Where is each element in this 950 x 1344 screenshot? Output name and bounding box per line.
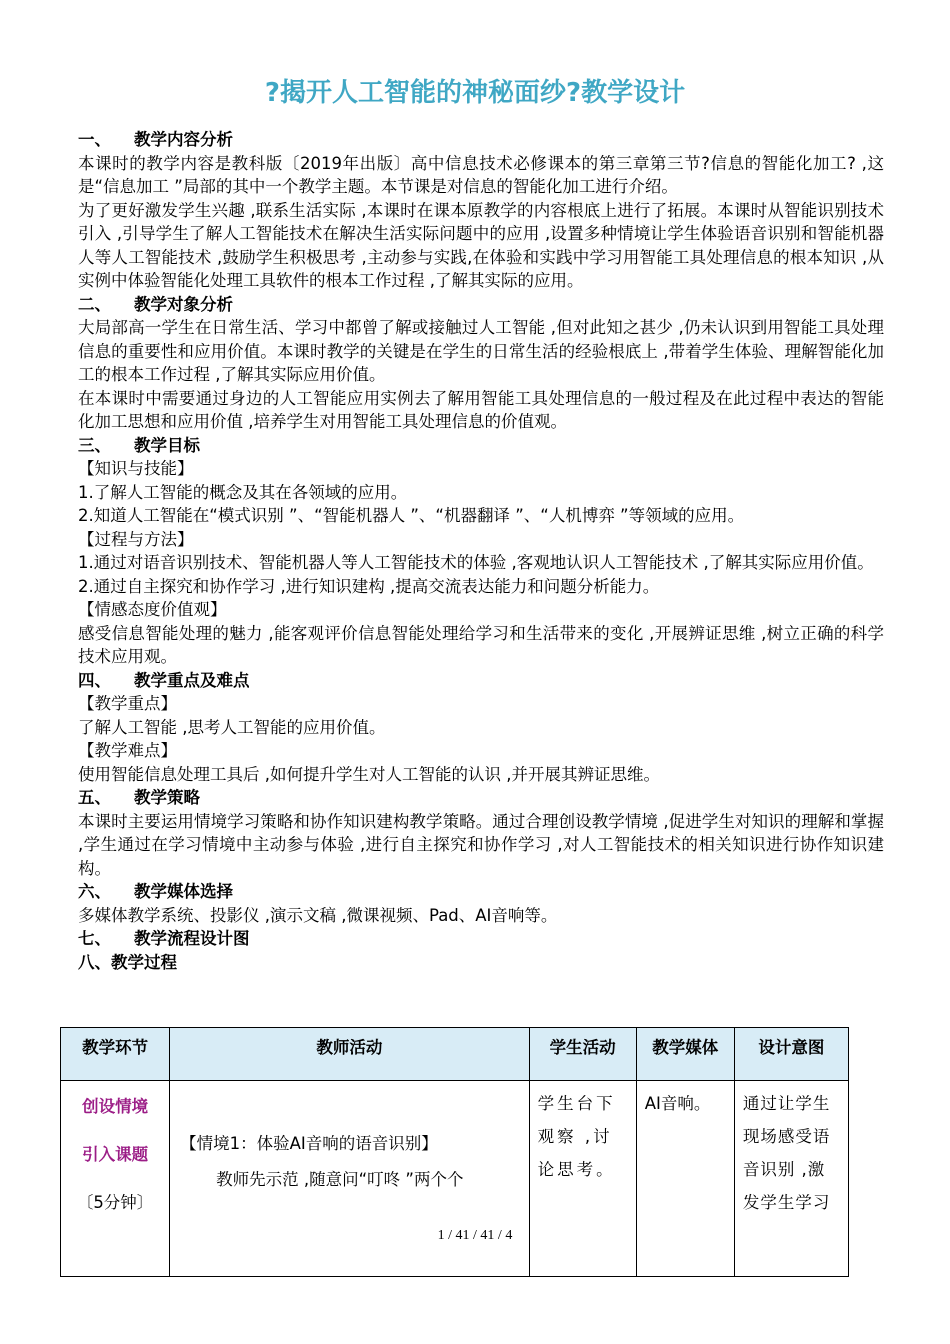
paragraph: 在本课时中需要通过身边的人工智能应用实例去了解用智能工具处理信息的一般过程及在此过程中表达的智能化加工思想和应用价值 ,培养学生对用智能工具处理信息的价值观。 — [78, 388, 884, 431]
section-heading — [78, 293, 884, 317]
teacher-activity-cell — [170, 1081, 529, 1277]
student-activity-cell: 学生台下观察 ,讨论思考。 — [529, 1081, 636, 1277]
paragraph: 多媒体教学系统、投影仪 ,演示文稿 ,微课视频、Pad、AI音响等。 — [78, 905, 558, 925]
paragraph: 了解人工智能 ,思考人工智能的应用价值。 — [78, 717, 386, 737]
section-title: 教学目标 — [134, 435, 200, 455]
stage-line-2: 引入课题 — [82, 1145, 149, 1164]
section-number: 五、 — [78, 788, 111, 807]
page-footer: 1 / 41 / 41 / 4 — [437, 1228, 513, 1243]
table-header-row — [61, 1028, 849, 1081]
paragraph: 1.通过对语音识别技术、智能机器人等人工智能技术的体验 ,客观地认识人工智能技术 ,了解其实际应用价值。 — [78, 553, 874, 572]
design-intent-cell: 通过让学生现场感受语音识别 ,激发学生学习 — [734, 1081, 848, 1277]
section-number: 七、 — [78, 929, 111, 948]
section-title: 教学媒体选择 — [134, 882, 233, 901]
stage-duration: 〔5分钟〕 — [76, 1193, 154, 1212]
header-stage: 教学环节 — [61, 1028, 170, 1081]
paragraph: 为了更好激发学生兴趣 ,联系生活实际 ,本课时在课本原教学的内容根底上进行了拓展。本课时从智能识别技术引入 ,引导学生了解人工智能技术在解决生活实际问题中的应用 ,设置多种情境让学生体验语音识别和智能机器人等人工智能技术 ,鼓励学生积极思考 ,主动参与实践,在体验和实践中学习用智能工具处理信息的根本知识 ,从实例中体验智能化处理工具软件的根本工作过程 ,了解其实际的应用。 — [78, 200, 884, 290]
section-heading — [78, 880, 884, 904]
media-cell: AI音响。 — [636, 1081, 734, 1277]
section-heading — [78, 434, 884, 458]
paragraph: 【情感态度价值观】 — [78, 600, 227, 619]
paragraph: 感受信息智能处理的魅力 ,能客观评价信息智能处理给学习和生活带来的变化 ,开展辨证思维 ,树立正确的科学技术应用观。 — [78, 623, 884, 666]
section-title: 教学重点及难点 — [134, 670, 250, 690]
section-heading: 八、教学过程 — [78, 952, 177, 972]
table-row — [61, 1081, 849, 1277]
section-heading — [78, 927, 884, 951]
section-number: 一、 — [78, 130, 111, 149]
document-body — [78, 128, 884, 974]
stage-line-1: 创设情境 — [82, 1097, 149, 1116]
section-title: 教学内容分析 — [134, 130, 233, 149]
stage-cell — [61, 1081, 170, 1277]
section-heading — [78, 786, 884, 810]
section-number: 三、 — [78, 435, 111, 455]
section-heading — [78, 669, 884, 693]
teacher-activity-line-2: 教师先示范 ,随意问“叮咚 ”两个个 — [216, 1170, 464, 1189]
teacher-activity-line-1: 【情境1：体验AI音响的语音识别】 — [180, 1134, 438, 1153]
section-heading — [78, 128, 884, 152]
paragraph: 使用智能信息处理工具后 ,如何提升学生对人工智能的认识 ,并开展其辨证思维。 — [78, 764, 660, 784]
section-title: 教学策略 — [134, 788, 200, 807]
paragraph: 【知识与技能】 — [78, 459, 194, 478]
header-student-activity: 学生活动 — [529, 1028, 636, 1081]
header-media: 教学媒体 — [636, 1028, 734, 1081]
section-number: 四、 — [78, 670, 111, 690]
paragraph: 本课时主要运用情境学习策略和协作知识建构教学策略。通过合理创设教学情境 ,促进学生对知识的理解和掌握 ,学生通过在学习情境中主动参与体验 ,进行自主探究和协作学习 ,对人工智能技术的相关知识进行协作知识建构。 — [78, 811, 884, 878]
paragraph: 2.知道人工智能在“模式识别 ”、“智能机器人 ”、“机器翻译 ”、“人机博弈 ”等领域的应用。 — [78, 506, 745, 525]
section-number: 六、 — [78, 882, 111, 901]
paragraph: 1.了解人工智能的概念及其在各领域的应用。 — [78, 482, 408, 502]
paragraph: 【教学难点】 — [78, 741, 177, 760]
section-title: 教学对象分析 — [134, 294, 233, 314]
paragraph: 2.通过自主探究和协作学习 ,进行知识建构 ,提高交流表达能力和问题分析能力。 — [78, 576, 660, 596]
document-title: ?揭开人工智能的神秘面纱?教学设计 — [264, 78, 686, 108]
paragraph: 大局部高一学生在日常生活、学习中都曾了解或接触过人工智能 ,但对此知之甚少 ,仍未认识到用智能工具处理信息的重要性和应用价值。本课时教学的关键是在学生的日常生活的经验根底上 ,带着学生体验、理解智能化加工的根本工作过程 ,了解其实际应用价值。 — [78, 318, 884, 384]
header-design-intent: 设计意图 — [734, 1028, 848, 1081]
section-title: 教学流程设计图 — [134, 929, 250, 948]
section-number: 二、 — [78, 294, 111, 314]
paragraph: 【教学重点】 — [78, 694, 177, 713]
paragraph: 【过程与方法】 — [78, 529, 194, 549]
header-teacher-activity: 教师活动 — [170, 1028, 529, 1081]
paragraph: 本课时的教学内容是教科版〔2019年出版〕高中信息技术必修课本的第三章第三节?信息的智能化加工? ,这是“信息加工 ”局部的其中一个教学主题。本节课是对信息的智能化加工进行介绍。 — [78, 153, 884, 196]
